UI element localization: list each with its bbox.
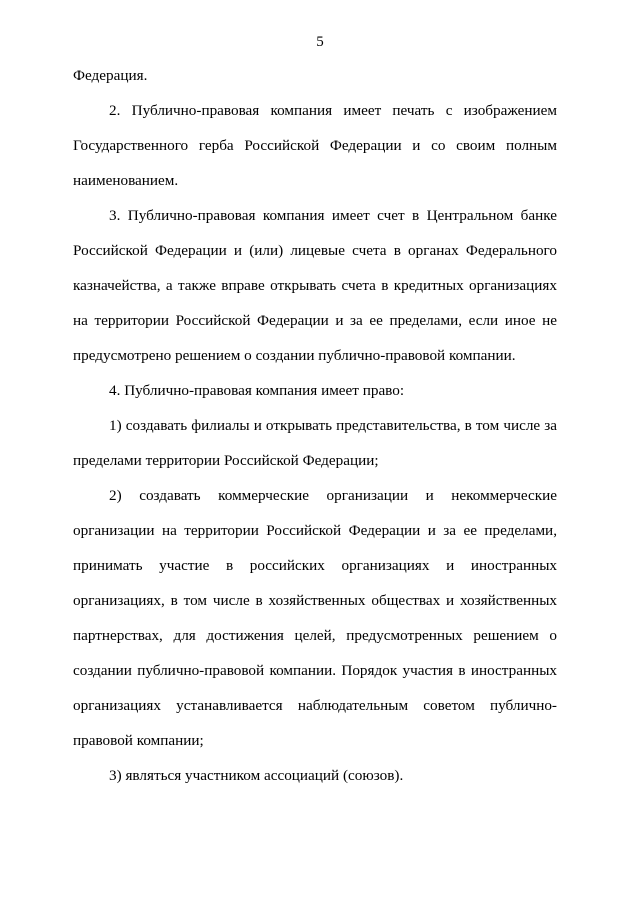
text-line: Российской Федерации и (или) лицевые счета в органах Федерального [73,242,557,259]
text-line: 2) создавать коммерческие организации и некоммерческие [109,487,557,504]
text-line: 2. Публично-правовая компания имеет печать с изображением [109,102,557,119]
text-line: казначейства, а также вправе открывать счета в кредитных организациях [73,277,557,294]
page-number: 5 [316,34,324,50]
text-line: 3. Публично-правовая компания имеет счет в Центральном банке [109,207,557,224]
text-line: на территории Российской Федерации и за ее пределами, если иное не [73,312,557,329]
text-line: правовой компании; [73,732,204,749]
text-line: 1) создавать филиалы и открывать представительства, в том числе за [109,417,557,434]
text-line: организациях устанавливается наблюдательным советом публично- [73,697,557,714]
text-line: организации на территории Российской Федерации и за ее пределами, [73,522,557,539]
text-line: предусмотрено решением о создании публично-правовой компании. [73,347,516,364]
text-line: Государственного герба Российской Федерации и со своим полным [73,137,557,154]
text-line: 3) являться участником ассоциаций (союзов). [109,767,404,784]
text-line: организациях, в том числе в хозяйственных обществах и хозяйственных [73,592,557,609]
text-line: 4. Публично-правовая компания имеет право: [109,382,405,399]
text-line: принимать участие в российских организациях и иностранных [73,557,557,574]
text-line: партнерствах, для достижения целей, предусмотренных решением о [73,627,557,644]
text-line: Федерация. [73,67,148,84]
text-line: создании публично-правовой компании. Порядок участия в иностранных [73,662,557,679]
text-line: пределами территории Российской Федерации; [73,452,379,469]
text-line: наименованием. [73,172,179,189]
